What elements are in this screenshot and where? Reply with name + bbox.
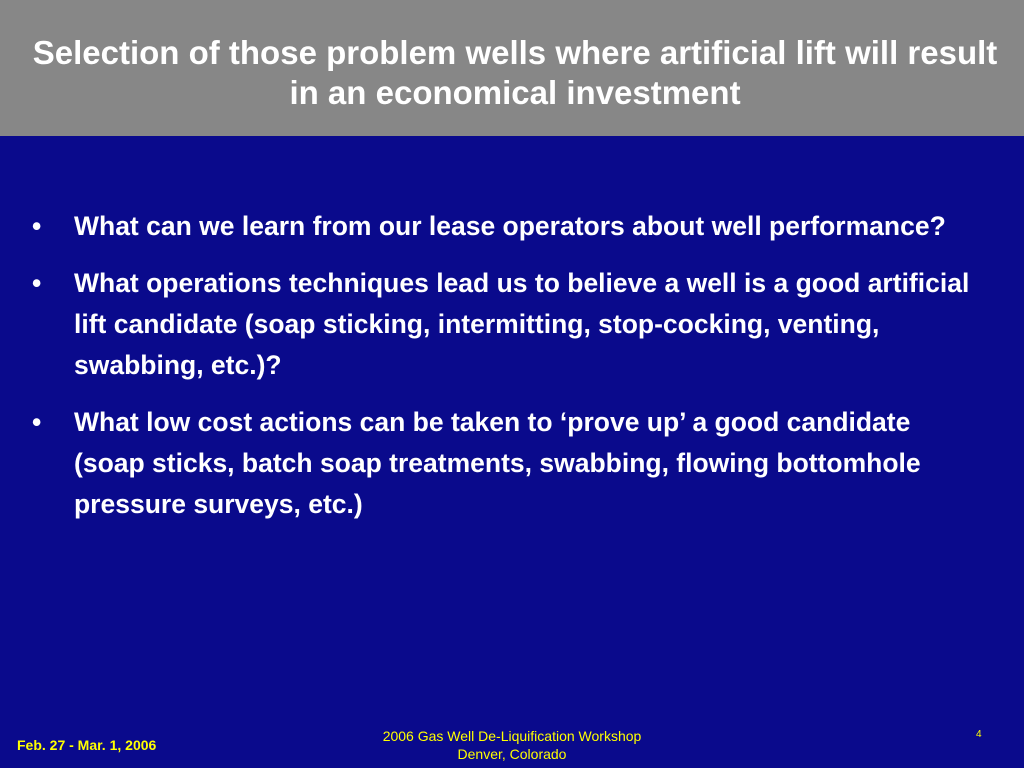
- bullet-text: What can we learn from our lease operators about well performance?: [74, 211, 946, 241]
- bullet-item: [28, 402, 978, 525]
- bullet-list: [28, 206, 978, 541]
- footer-date: Feb. 27 - Mar. 1, 2006: [17, 737, 157, 753]
- title-bar: [0, 0, 1024, 136]
- bullet-item: [28, 263, 978, 386]
- bullet-icon: •: [32, 268, 42, 298]
- bullet-item: [28, 206, 978, 247]
- bullet-icon: •: [32, 211, 42, 241]
- footer-event: [312, 727, 712, 763]
- footer-event-location: Denver, Colorado: [457, 746, 567, 762]
- bullet-text: What low cost actions can be taken to ‘prove up’ a good candidate (soap sticks, batch soap treatments, swabbing, flowing bottomhole pressure surveys, etc.): [74, 407, 921, 519]
- page-number: 4: [976, 729, 982, 740]
- bullet-text: What operations techniques lead us to believe a well is a good artificial lift candidate (soap sticking, intermitting, stop-cocking, venting, swabbing, etc.)?: [74, 268, 970, 380]
- footer-event-title: 2006 Gas Well De-Liquification Workshop: [382, 728, 642, 744]
- bullet-icon: •: [32, 407, 42, 437]
- slide-title: Selection of those problem wells where artificial lift will result in an economical investment: [32, 34, 998, 111]
